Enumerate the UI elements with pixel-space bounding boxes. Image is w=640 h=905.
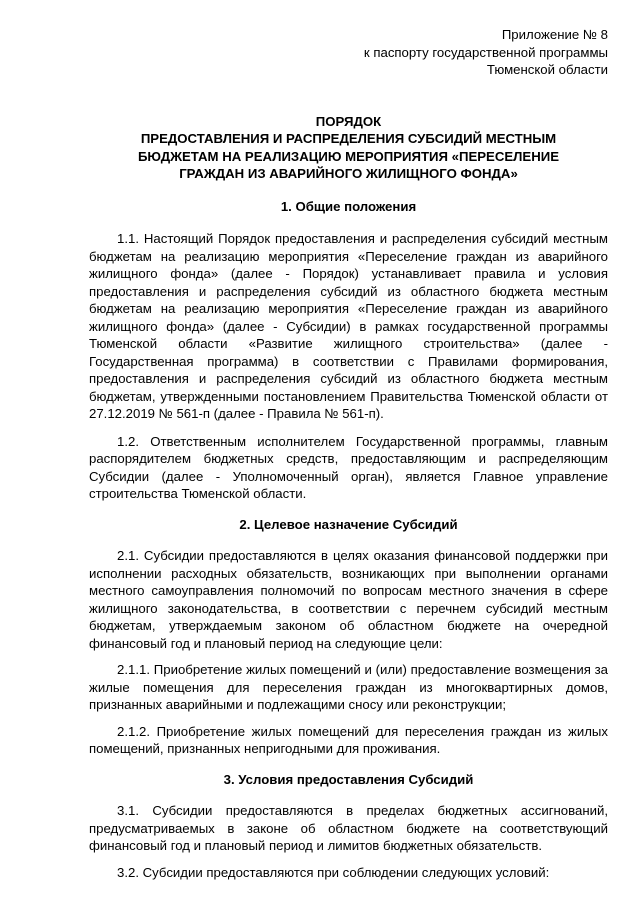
paragraph-1-1: 1.1. Настоящий Порядок предоставления и распределения субсидий местным бюджетам на реализацию мероприятия «Переселение граждан из аварийного жилищного фонда» (далее - Порядок) устанавливает правила и условия предоставления и распределения субсидий из областного бюджета местным бюджетам на реализацию мероприятия «Переселение граждан из аварийного жилищного фонда» (далее - Субсидии) в рамках государственной программы Тюменской области «Развитие жилищного строительства» (далее - Государственная программа) в соответствии с Правилами формирования, предоставления и распределения субсидий из областного бюджета местным бюджетам, утвержденными постановлением Правительства Тюменской области от 27.12.2019 № 561-п (далее - Правила № 561-п). — [89, 231, 608, 421]
appendix-reference: к паспорту государственной программы — [363, 44, 608, 60]
title-line-3: БЮДЖЕТАМ НА РЕАЛИЗАЦИЮ МЕРОПРИЯТИЯ «ПЕРЕСЕЛЕНИЕ — [137, 148, 560, 164]
section-heading-1: 1. Общие положения — [280, 198, 417, 214]
paragraph-2-1-2: 2.1.2. Приобретение жилых помещений для переселения граждан из жилых помещений, признанных непригодными для проживания. — [89, 723, 608, 756]
paragraph-2-1: 2.1. Субсидии предоставляются в целях оказания финансовой поддержки при исполнении расходных обязательств, возникающих при выполнении органами местного самоуправления полномочий по вопросам местного значения в сфере жилищного законодательства, в соответствии с перечнем субсидий местным бюджетам, утверждаемым законом об областном бюджете на очередной финансовый год и плановый период на следующие цели: — [89, 548, 608, 651]
section-heading-2: 2. Целевое назначение Субсидий — [239, 516, 458, 532]
appendix-region: Тюменской области — [486, 62, 608, 77]
appendix-number: Приложение № 8 — [501, 27, 608, 42]
section-heading-3: 3. Условия предоставления Субсидий — [223, 771, 474, 787]
paragraph-3-1: 3.1. Субсидии предоставляются в пределах бюджетных ассигнований, предусматриваемых в законе об областном бюджете на соответствующий финансовый год и плановый период и лимитов бюджетных обязательств. — [89, 803, 608, 853]
appendix-header — [89, 26, 608, 79]
paragraph-2-1-1: 2.1.1. Приобретение жилых помещений и (или) предоставление возмещения за жилые помещения для переселения граждан из многоквартирных домов, признанных аварийными и подлежащими сносу или реконструкции; — [89, 662, 608, 712]
paragraph-1-2: 1.2. Ответственным исполнителем Государственной программы, главным распорядителем бюджетных средств, предоставляющим и распределяющим Субсидии (далее - Уполномоченный орган), является Главное управление строительства Тюменской области. — [89, 433, 608, 501]
paragraph-3-2: 3.2. Субсидии предоставляются при соблюдении следующих условий: — [117, 864, 550, 880]
title-line-2: ПРЕДОСТАВЛЕНИЯ И РАСПРЕДЕЛЕНИЯ СУБСИДИЙ МЕСТНЫМ — [140, 131, 557, 146]
title-line-1: ПОРЯДОК — [315, 113, 382, 129]
title-line-4: ГРАЖДАН ИЗ АВАРИЙНОГО ЖИЛИЩНОГО ФОНДА» — [179, 166, 518, 181]
document-title — [89, 113, 608, 183]
